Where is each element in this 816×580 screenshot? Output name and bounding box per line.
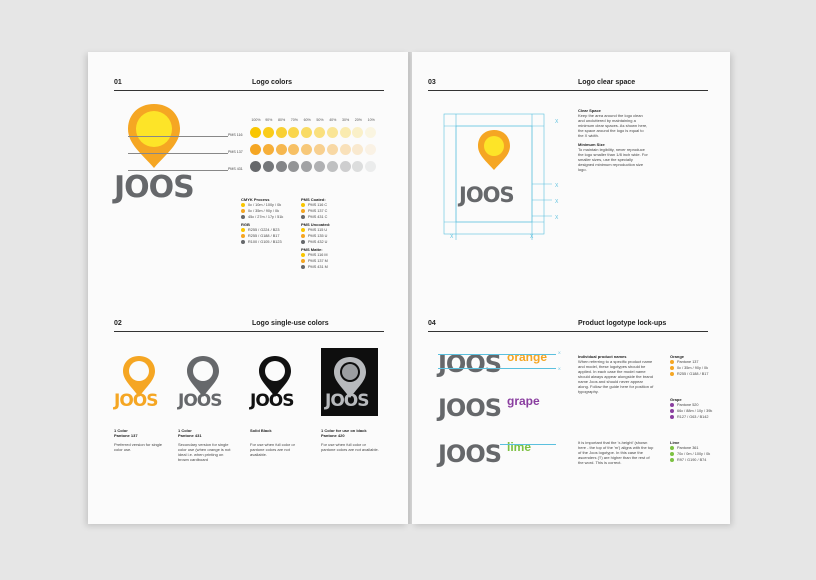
orange-spec-list [670,359,708,377]
swatch-row-label: PMS 116 [228,133,243,137]
rgb-legend [241,222,282,245]
tint-swatch [276,161,287,172]
color-dot-icon [670,458,674,462]
pms-matte-legend [301,247,328,270]
percent-header: 100% [251,118,261,122]
percent-header: 20% [354,118,362,122]
tint-swatch [263,144,274,155]
variant-3-caption [250,428,304,457]
lime-spec-list [670,445,710,463]
legend-row [301,264,328,270]
lockup-grape [438,394,568,424]
color-dot-icon [670,366,674,370]
rgb-title: RGB [241,222,250,227]
lockup-lime-wordmark: JOOS [438,440,502,468]
color-dot-icon [670,452,674,456]
section-04-number: 04 [428,320,436,327]
tint-swatch [340,127,351,138]
percent-header: 70% [290,118,298,122]
tint-swatch [276,144,287,155]
tint-swatch [250,127,261,138]
lockup-lime [438,440,568,470]
section-04-rule [428,331,708,332]
percent-header: 90% [265,118,273,122]
variant-2-caption [178,428,234,462]
variant-4-subheading: Pantone 420 [321,433,345,438]
tint-swatch [288,161,299,172]
percent-header-row [250,118,380,124]
color-dot-icon [670,409,674,413]
tint-swatch [352,127,363,138]
wordmark-gray: JOOS [178,391,222,411]
section-02-title: Logo single-use colors [252,320,329,327]
variant-on-black-logo [321,348,378,416]
legend-row [670,457,710,463]
left-page [88,52,408,524]
x-marker: X [558,350,561,355]
variant-1-subheading: Pantone 137 [114,433,138,438]
variant-4-heading: 1 Color for use on black [321,428,367,433]
right-page [412,52,730,524]
tint-swatch [327,144,338,155]
legend-text: PMS 115 U [308,228,328,232]
color-dot-icon [301,240,305,244]
legend-text: R127 / G63 / B142 [677,415,709,419]
tint-swatch [263,161,274,172]
variant-3-description: For use when full color or pantone colors are not available. [250,442,295,457]
tint-swatch [301,144,312,155]
legend-text: PMS 431 M [308,265,328,269]
percent-header: 30% [341,118,350,122]
tint-swatch [314,127,325,138]
section-01-rule [114,90,384,91]
variant-black-logo [250,347,300,417]
lockup-grape-name: grape [507,394,540,408]
tint-swatch [340,161,351,172]
tint-swatch [365,161,376,172]
color-dot-icon [241,228,245,232]
color-dot-icon [670,446,674,450]
grape-spec-list [670,402,712,420]
pms-uncoated-title: PMS Uncoated: [301,222,331,227]
tint-swatch [365,127,376,138]
color-dot-icon [670,360,674,364]
color-dot-icon [241,240,245,244]
section-02-rule [114,331,384,332]
cmyk-list [241,202,283,220]
tint-swatch [327,127,338,138]
lockup-orange-name: orange [507,350,548,364]
legend-text: PMS 137 M [308,259,328,263]
legend-text: PMS 116 M [308,253,328,257]
individual-names-text: When referring to a specific product name and model, these logotypes should be applied. In each case the model name should always appear alongside the brand name Joos and should never appear along. Follow the guide here for position of typography. [578,359,654,394]
legend-text: R97 / G190 / B74 [677,458,707,462]
logo-wordmark: JOOS [114,170,194,205]
tint-swatch [327,161,338,172]
variant-1-heading: 1 Color [114,428,128,433]
leader-line [128,136,228,137]
orange-spec [670,354,708,377]
min-size-text: To maintain legibility, never reproduce the logo smaller than 1/8 inch wide. For smaller sizes, use the specially designed minimum reproduction size logo. [578,147,648,172]
legend-text: 70c / 0m / 100y / 0k [677,452,711,456]
legend-text: R255 / G188 / B17 [677,372,709,376]
legend-text: R255 / G188 / B17 [248,234,280,238]
legend-row [670,414,712,420]
individual-names-notes [578,354,654,394]
swatch-row-label: PMS 137 [228,150,243,154]
percent-header: 50% [316,118,324,122]
variant-gray-logo [178,347,228,417]
legend-text: PMS 137 C [308,209,328,213]
percent-header: 40% [329,118,337,122]
legend-row [301,239,330,245]
x-marker: X [555,199,559,205]
legend-text: 0c / 35m / 90y / 0k [248,209,280,213]
legend-text: PMS 431 C [308,215,328,219]
lockup-grape-wordmark: JOOS [438,394,502,422]
pms-coated-legend [301,197,327,220]
legend-row [241,214,283,220]
legend-text: 45c / 27m / 17y / 51k [248,215,284,219]
percent-header: 60% [303,118,311,122]
legend-text: PMS 116 C [308,203,328,207]
percent-header: 10% [367,118,375,122]
legend-text: PMS 135 U [308,234,328,238]
variant-2-heading: 1 Color [178,428,192,433]
color-dot-icon [670,415,674,419]
legend-row [241,239,282,245]
section-01-number: 01 [114,79,122,86]
tint-swatch [263,127,274,138]
lime-spec-title: Lime [670,440,680,445]
legend-text: Pantone 137 [677,360,699,364]
tint-swatch [288,127,299,138]
tint-swatch [250,161,261,172]
color-dot-icon [301,203,305,207]
section-02-number: 02 [114,320,122,327]
color-dot-icon [301,215,305,219]
x-marker: X [558,366,561,371]
x-marker: X [555,183,559,189]
min-size-heading: Minimum Size [578,142,605,147]
section-03-title: Logo clear space [578,79,636,86]
color-dot-icon [301,209,305,213]
rgb-list [241,227,282,245]
lockup-lime-name: lime [507,440,532,454]
legend-text: 0c / 35m / 90y / 0k [677,366,709,370]
color-dot-icon [241,215,245,219]
color-dot-icon [301,265,305,269]
variant-3-heading: Solid Black [250,428,272,433]
individual-names-heading: Individual product names [578,354,627,359]
legend-text: PMS 432 U [308,240,328,244]
pms-uncoated-legend [301,222,330,245]
clear-space-text: Keep the area around the logo clean and uncluttered by maintaining a minimum clear spaces. As shown here, the space around the logo is equal to the X width. [578,113,648,138]
section-04-title: Product logotype lock-ups [578,320,667,327]
variant-4-description: For use when full color or pantone colors are not available. [321,442,379,452]
clear-space-heading: Clear Space [578,108,601,113]
x-marker: X [555,119,559,125]
pms-coated-list [301,202,327,220]
pms-coated-title: PMS Coated: [301,197,326,202]
variant-1-caption [114,428,164,452]
x-marker: X [450,234,454,240]
grape-spec-title: Grape [670,397,682,402]
percent-header: 80% [277,118,286,122]
x-height-text: It is important that the 'x-height' (shown here - the top of the 'm') aligns with the top of the Joos logotype. In this case the ascenders ('l') are higher than the rest of the word. This is correct. [578,440,654,465]
grape-spec [670,397,712,420]
tint-swatch [352,144,363,155]
tint-swatch [352,161,363,172]
clear-space-notes [578,108,650,172]
tint-swatch [288,144,299,155]
variant-2-description: Secondary version for single color use (when orange is not ideal i.e. when printing on brown cardboard [178,442,231,462]
tint-swatch [314,144,325,155]
leader-line [128,170,228,171]
swatch-row-label: PMS 431 [228,167,243,171]
clear-space-wordmark: JOOS [459,183,514,207]
legend-text: 66c / 88m / 10y / 39k [677,409,713,413]
pms-matte-list [301,252,328,270]
legend-text: R100 / G105 / B123 [248,240,282,244]
cmyk-legend [241,197,283,220]
x-height-notes [578,440,654,465]
cmyk-title: CMYK Process [241,197,270,202]
color-dot-icon [301,259,305,263]
wordmark-orange: JOOS [114,391,158,411]
tint-swatch [250,144,261,155]
pms-uncoated-list [301,227,330,245]
pms-matte-title: PMS Matte: [301,247,323,252]
tint-swatch [314,161,325,172]
tint-swatch [301,127,312,138]
tint-swatch [340,144,351,155]
legend-text: Pantone 361 [677,446,699,450]
tint-swatch [365,144,376,155]
variant-orange-logo [114,347,164,417]
legend-text: R255 / G224 / B23 [248,228,280,232]
legend-text: 0c / 10m / 100y / 0k [248,203,282,207]
tint-swatch [276,127,287,138]
leader-line [128,153,228,154]
color-dot-icon [670,403,674,407]
color-dot-icon [301,228,305,232]
color-dot-icon [301,234,305,238]
tint-swatch-rows [228,126,388,186]
wordmark-black: JOOS [250,391,294,411]
wordmark-lightgray: JOOS [325,391,369,411]
color-dot-icon [301,253,305,257]
color-dot-icon [241,234,245,238]
section-01-title: Logo colors [252,79,293,86]
clear-space-diagram [434,104,564,244]
color-dot-icon [670,372,674,376]
tint-swatch [301,161,312,172]
lockup-orange [438,350,568,380]
legend-row [670,371,708,377]
variant-1-description: Preferred version for single color use. [114,442,163,452]
section-03-rule [428,90,708,91]
color-dot-icon [241,203,245,207]
legend-row [301,214,327,220]
lime-spec [670,440,710,463]
lockup-orange-wordmark: JOOS [438,350,502,378]
orange-spec-title: Orange [670,354,685,359]
legend-text: Pantone 520 [677,403,699,407]
section-03-number: 03 [428,79,436,86]
x-marker: X [555,215,559,221]
variant-4-caption [321,428,379,452]
x-marker: X [530,234,534,240]
color-dot-icon [241,209,245,213]
variant-2-subheading: Pantone 431 [178,433,202,438]
